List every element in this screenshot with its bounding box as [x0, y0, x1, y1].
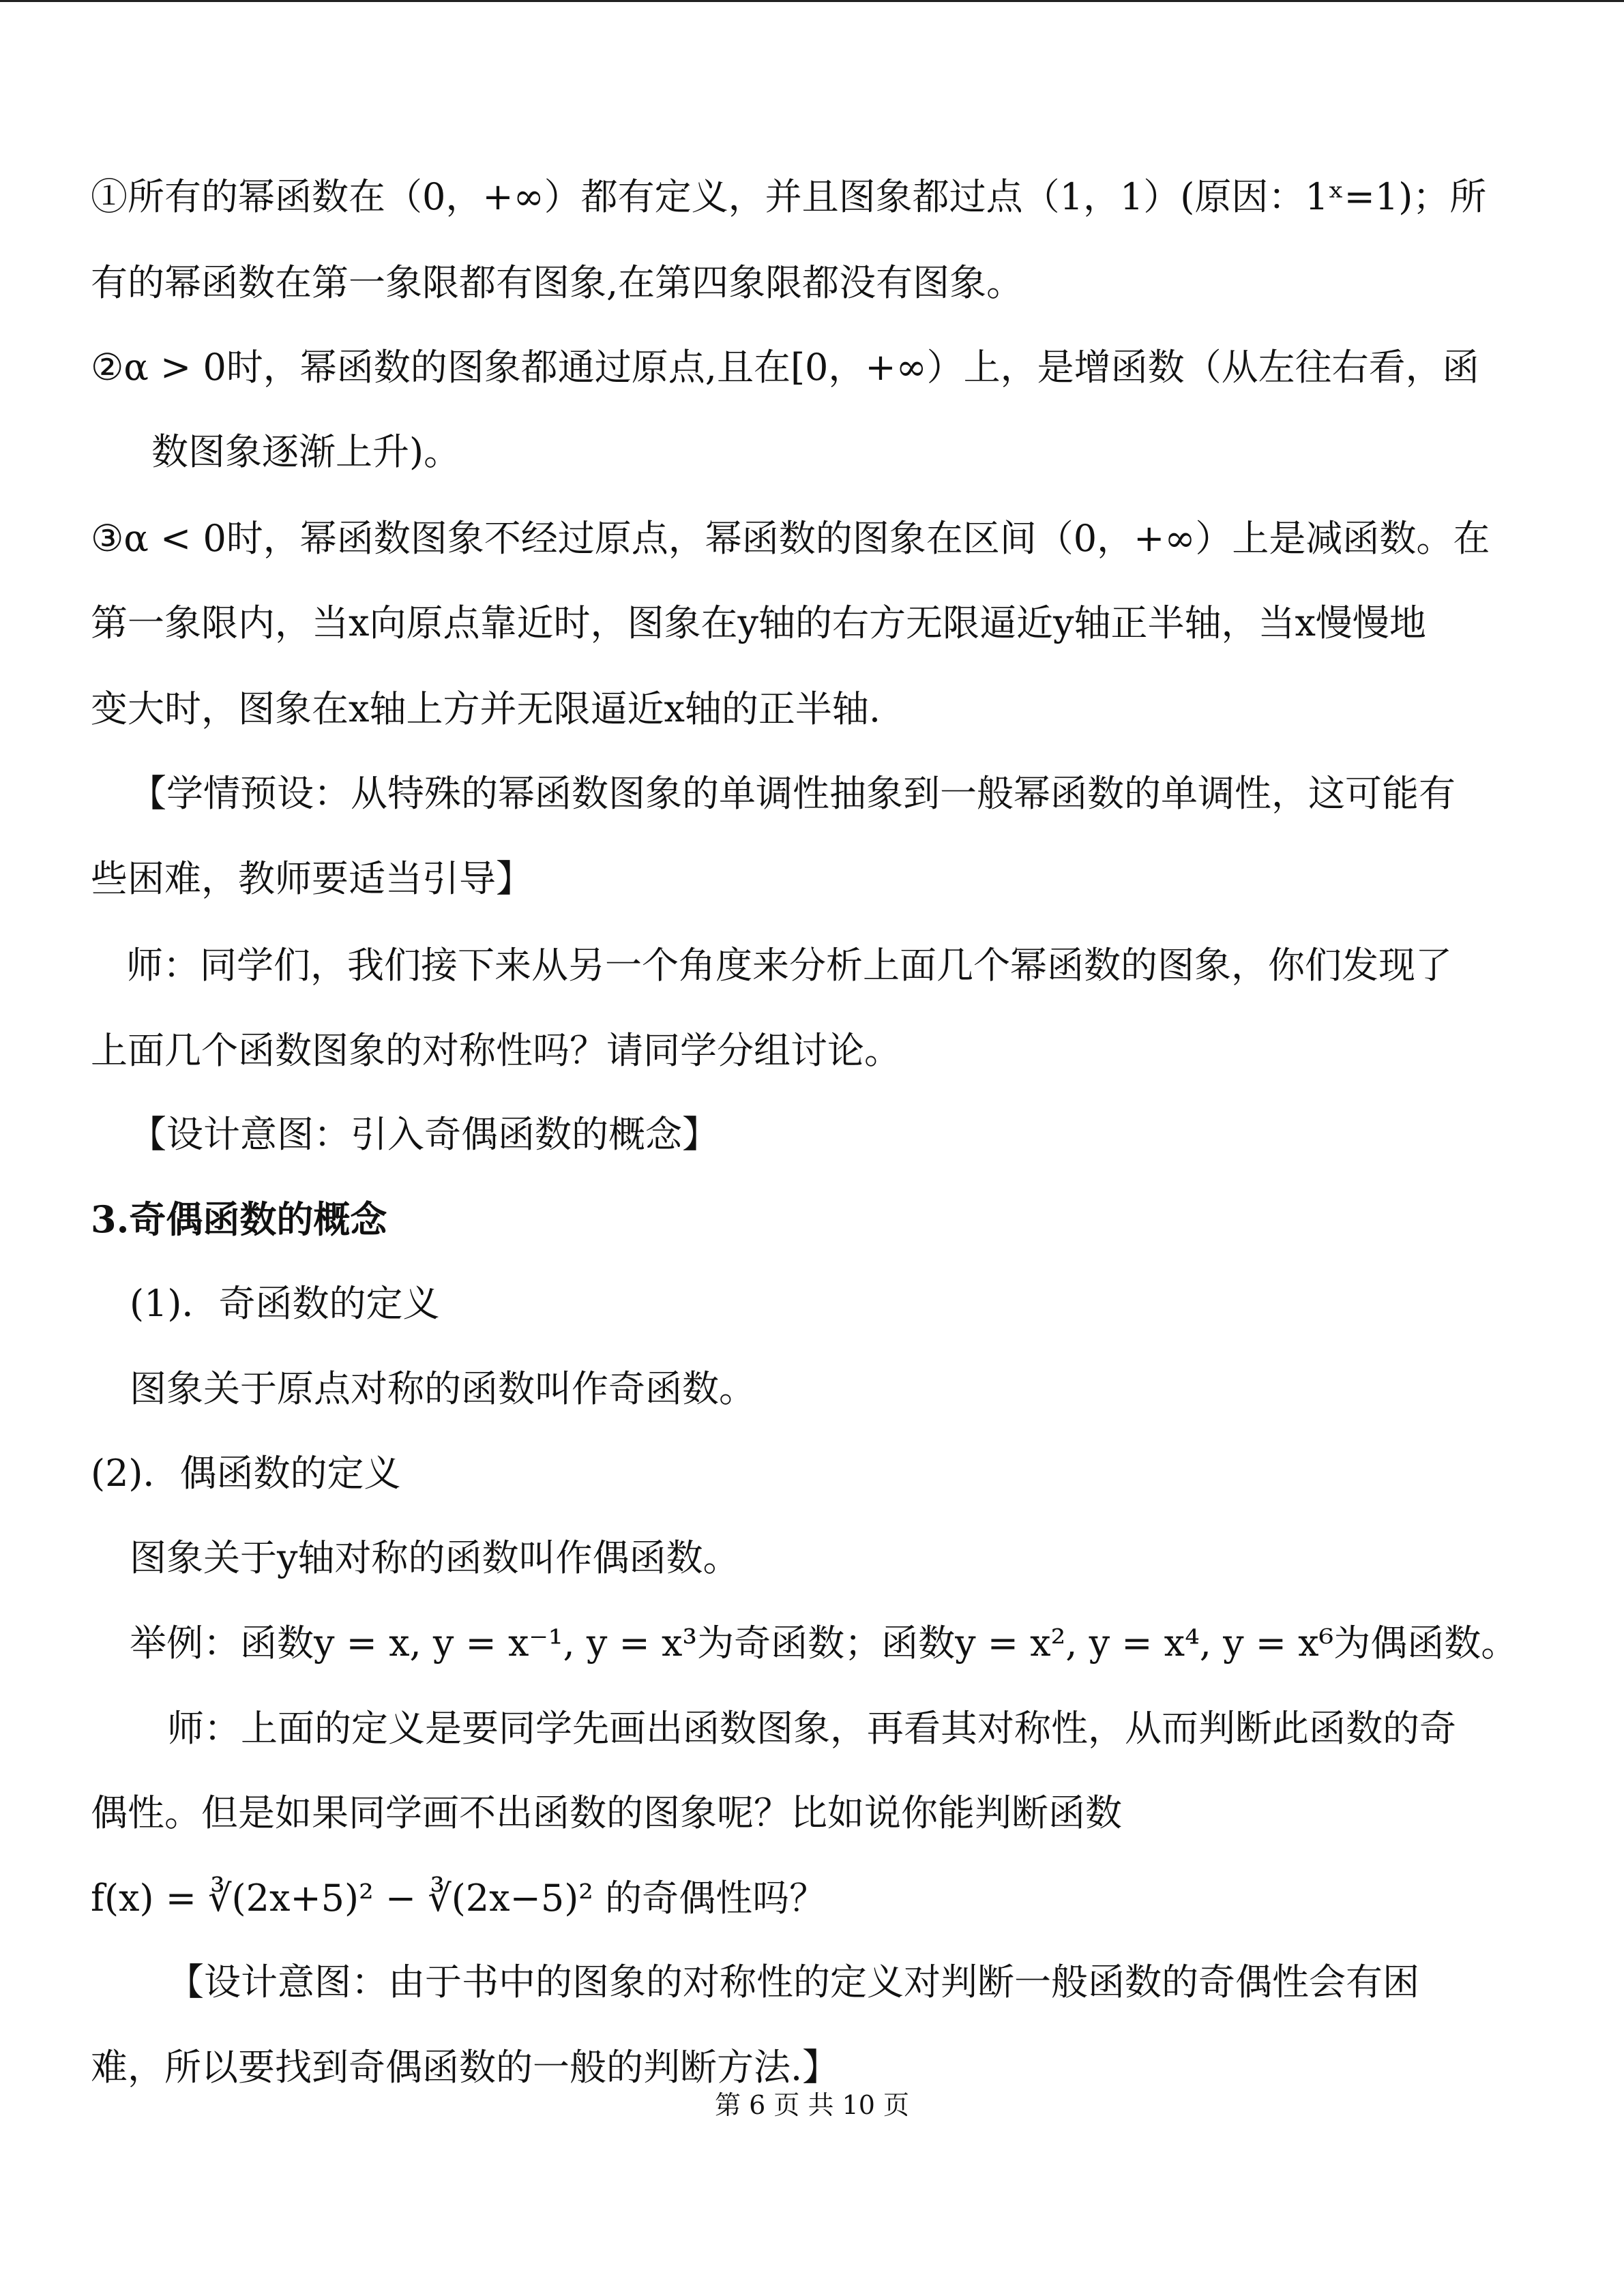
- paragraph-3-line-1: ③α < 0时，幂函数图象不经过原点，幂函数的图象在区间（0，+∞）上是减函数。在: [91, 517, 1490, 560]
- section-heading: 3.奇偶函数的概念: [91, 1197, 387, 1241]
- paragraph-3-line-3: 变大时，图象在x轴上方并无限逼近x轴的正半轴.: [91, 687, 881, 730]
- function-question-line: f(x) = ∛(2x+5)² − ∛(2x−5)² 的奇偶性吗？: [91, 1877, 827, 1920]
- design-intent-1: 【设计意图：引入奇偶函数的概念】: [130, 1113, 719, 1156]
- learning-note-line-1: 【学情预设：从特殊的幂函数图象的单调性抽象到一般幂函数的单调性，这可能有: [130, 772, 1456, 815]
- learning-note-line-2: 些困难，教师要适当引导】: [91, 857, 533, 900]
- teacher-discussion-line-1: 师：上面的定义是要同学先画出函数图象，再看其对称性，从而判断此函数的奇: [167, 1707, 1456, 1750]
- examples-line: 举例：函数y = x, y = x⁻¹, y = x³为奇函数；函数y = x², y = x⁴, y = x⁶为偶函数。: [130, 1622, 1518, 1665]
- teacher-discussion-line-2: 偶性。但是如果同学画不出函数的图象呢？比如说你能判断函数: [91, 1791, 1122, 1834]
- paragraph-2-line-2: 数图象逐渐上升)。: [151, 430, 461, 473]
- even-function-definition: 图象关于y轴对称的函数叫作偶函数。: [130, 1536, 740, 1579]
- teacher-question-line-2: 上面几个函数图象的对称性吗？请同学分组讨论。: [91, 1029, 901, 1072]
- teacher-question-line-1: 师：同学们，我们接下来从另一个角度来分析上面几个幂函数的图象，你们发现了: [126, 944, 1452, 987]
- design-intent-2-line-2: 难，所以要找到奇偶函数的一般的判断方法.】: [91, 2046, 840, 2089]
- odd-function-definition: 图象关于原点对称的函数叫作奇函数。: [130, 1367, 756, 1410]
- paragraph-2-line-1: ②α > 0时，幂函数的图象都通过原点,且在[0，+∞）上，是增函数（从左往右看，函: [91, 346, 1479, 389]
- paragraph-3-line-2: 第一象限内，当x向原点靠近时，图象在y轴的右方无限逼近y轴正半轴，当x慢慢地: [91, 601, 1426, 644]
- design-intent-2-line-1: 【设计意图：由于书中的图象的对称性的定义对判断一般函数的奇偶性会有困: [167, 1960, 1419, 2003]
- page-footer: 第 6 页 共 10 页: [715, 2090, 909, 2120]
- odd-function-heading: (1)．奇函数的定义: [130, 1282, 440, 1325]
- even-function-heading: (2)．偶函数的定义: [91, 1452, 401, 1495]
- paragraph-1-line-2: 有的幂函数在第一象限都有图象,在第四象限都没有图象。: [91, 261, 1024, 304]
- paragraph-1-line-1: ①所有的幂函数在（0，+∞）都有定义，并且图象都过点（1，1）(原因：1ˣ=1)；所: [91, 175, 1487, 218]
- top-border: [0, 0, 1624, 2]
